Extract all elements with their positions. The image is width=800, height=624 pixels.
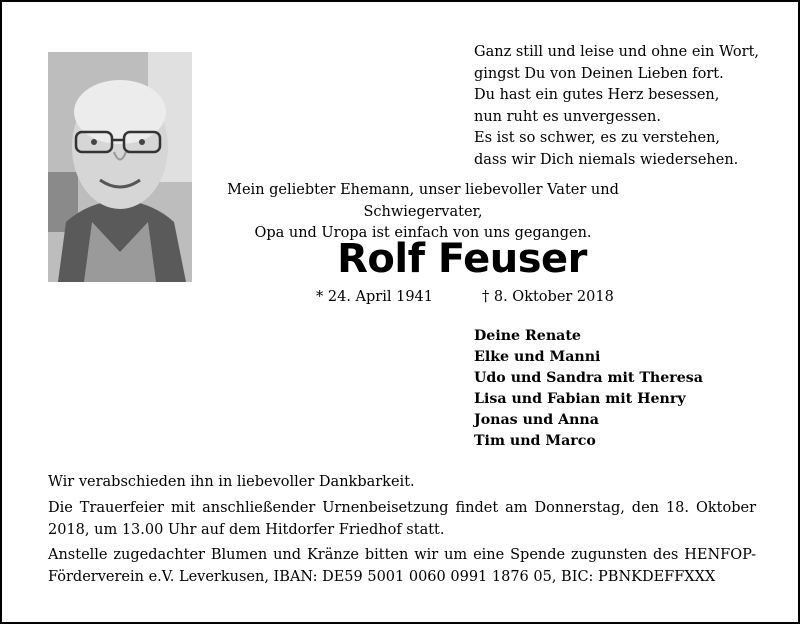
family-member: Lisa und Fabian mit Henry <box>474 391 686 407</box>
poem-line: nun ruht es unvergessen. <box>474 108 661 125</box>
poem-line: Ganz still und leise und ohne ein Wort, <box>474 44 760 60</box>
intro-line: Mein geliebter Ehemann, unser liebevoller Vater und Schwiegervater, <box>227 182 619 220</box>
family-member: Deine Renate <box>474 328 581 344</box>
poem-line: gingst Du von Deinen Lieben fort. <box>474 65 724 82</box>
poem-line: Es ist so schwer, es zu verstehen, <box>474 130 721 147</box>
family-member: Tim und Marco <box>474 433 596 449</box>
notice-details <box>48 472 756 592</box>
deceased-name: Rolf Feuser <box>337 236 587 282</box>
death-date: † 8. Oktober 2018 <box>482 289 614 305</box>
donation-text: Anstelle zugedachter Blumen und Kränze bitten wir um eine Spende zugunsten des HENFOP-Förderverein e.V. Leverkusen, IBAN: DE59 5001 0060 0991 1876 05, BIC: PBNKDEFFXXX <box>48 547 756 585</box>
portrait-photo <box>48 52 192 282</box>
portrait-illustration <box>48 52 192 282</box>
family-member: Udo und Sandra mit Theresa <box>474 370 703 386</box>
family-member: Elke und Manni <box>474 349 601 365</box>
family-list <box>474 326 703 452</box>
ceremony-text: Die Trauerfeier mit anschließender Urnenbeisetzung findet am Donnerstag, den 18. Oktober 2018, um 13.00 Uhr auf dem Hitdorfer Friedhof statt. <box>48 500 756 538</box>
family-member: Jonas und Anna <box>474 412 599 428</box>
farewell-text: Wir verabschieden ihn in liebevoller Dankbarkeit. <box>48 474 415 490</box>
poem-line: dass wir Dich niemals wiedersehen. <box>474 151 739 168</box>
intro-line: Opa und Uropa ist einfach von uns gegangen. <box>254 225 592 242</box>
poem <box>474 42 759 172</box>
birth-date: * 24. April 1941 <box>316 289 433 305</box>
poem-line: Du hast ein gutes Herz besessen, <box>474 87 720 104</box>
